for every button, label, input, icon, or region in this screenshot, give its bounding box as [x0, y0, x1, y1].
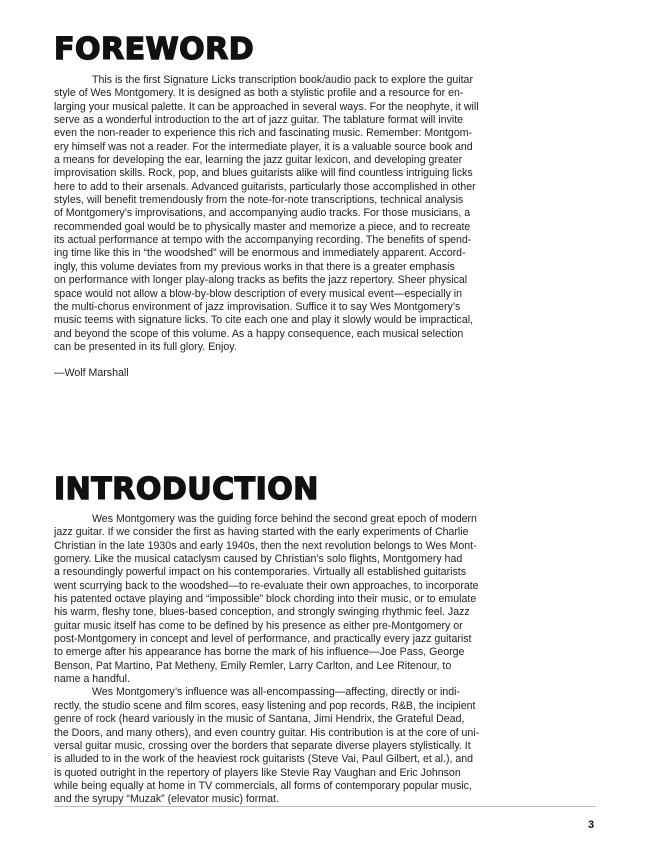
- text-line: and the syrupy “Muzak” (elevator music) format.: [54, 793, 279, 806]
- text-line: gomery. Like the musical cataclysm caused by Christian’s solo flights, Montgomery had: [54, 553, 463, 566]
- text-line: here to add to their arsenals. Advanced guitarists, particularly those accomplished in other: [54, 180, 476, 193]
- footer-divider: [54, 806, 596, 807]
- text-line: styles, will benefit tremendously from the note-for-note transcriptions, technical analysis: [54, 194, 464, 207]
- introduction-heading: INTRODUCTION: [54, 472, 319, 507]
- author-signature: —Wolf Marshall: [54, 367, 129, 380]
- text-line: the multi-chorus environment of jazz improvisation. Suffice it to say Wes Montgomery’s: [54, 300, 461, 313]
- text-line: space would not allow a blow-by-blow description of every musical event—especially in: [54, 287, 463, 300]
- text-line: a resoundingly powerful impact on his contemporaries. Virtually all established guitarists: [54, 566, 466, 579]
- text-line: went scurrying back to the woodshed—to re-evaluate their own approaches, to incorporate: [54, 579, 479, 592]
- text-line: is alluded to in the work of the heaviest rock guitarists (Steve Vai, Paul Gilbert, et al.), and: [54, 753, 474, 766]
- text-line: and beyond the scope of this volume. As a happy consequence, each musical selection: [54, 327, 464, 340]
- text-line: even the non-reader to experience this rich and fascinating music. Remember: Montgom-: [54, 127, 473, 140]
- introduction-body: [54, 513, 480, 807]
- text-line: the Doors, and many others), and even country guitar. His contribution is at the core of uni-: [54, 726, 480, 739]
- text-line: a means for developing the ear, learning the jazz guitar lexicon, and developing greater: [54, 154, 463, 167]
- text-line: larging your musical palette. It can be approached in several ways. For the neophyte, it will: [54, 100, 479, 113]
- text-line: style of Wes Montgomery. It is designed as both a stylistic profile and a resource for en-: [54, 87, 464, 100]
- text-line: on performance with longer play-along tracks as befits the jazz repertory. Sheer physical: [54, 274, 468, 287]
- text-line: post-Montgomery in concept and level of performance, and practically every jazz guitarist: [54, 633, 472, 646]
- text-line: rectly, the studio scene and film scores, easy listening and pop records, R&B, the incipient: [54, 699, 476, 712]
- text-line: ing time like this in “the woodshed” will be enormous and immediately apparent. Accord-: [54, 247, 466, 260]
- text-line: ery himself was not a reader. For the intermediate player, it is a valuable source book and: [54, 140, 473, 153]
- foreword-body: [54, 74, 479, 381]
- text-line: Benson, Pat Martino, Pat Metheny, Emily Remler, Larry Carlton, and Lee Ritenour, to: [54, 659, 452, 672]
- text-line: music teems with signature licks. To cite each one and play it slowly would be impractical,: [54, 314, 474, 327]
- text-line: its actual performance at tempo with the accompanying recording. The benefits of spend-: [54, 234, 472, 247]
- text-line: guitar music itself has come to be defined by his presence as either pre-Montgomery or: [54, 619, 463, 632]
- text-line: jazz guitar. If we consider the first as having started with the early experiments of Charlie: [54, 526, 469, 539]
- text-line: while being equally at home in TV commercials, all forms of contemporary popular music,: [54, 779, 472, 792]
- text-line: improvisation skills. Rock, pop, and blues guitarists alike will find countless intriguing licks: [54, 167, 473, 180]
- text-line: serve as a wonderful introduction to the art of jazz guitar. The tablature format will invite: [54, 114, 464, 127]
- text-line: Christian in the late 1930s and early 1940s, then the next revolution belongs to Wes Mont-: [54, 539, 477, 552]
- text-line: his patented octave playing and “impossible” block chording into their music, or to emulate: [54, 593, 477, 606]
- text-line: his warm, fleshy tone, blues-based conception, and strongly swinging rhythmic feel. Jazz: [54, 606, 470, 619]
- text-line: can be presented in its full glory. Enjoy.: [54, 340, 237, 353]
- text-line: is quoted outright in the repertory of players like Stevie Ray Vaughan and Eric Johnson: [54, 766, 461, 779]
- text-line: Wes Montgomery’s influence was all-encompassing—affecting, directly or indi-: [92, 686, 461, 699]
- text-line: Wes Montgomery was the guiding force behind the second great epoch of modern: [92, 513, 477, 525]
- text-line: ingly, this volume deviates from my previous works in that there is a greater emphasis: [54, 260, 455, 273]
- text-line: genre of rock (heard variously in the music of Santana, Jimi Hendrix, the Grateful Dead,: [54, 713, 465, 726]
- text-line: name a handful.: [54, 673, 130, 686]
- text-line: of Montgomery’s improvisations, and accompanying audio tracks. For those musicians, a: [54, 207, 471, 220]
- text-line: recommended goal would be to physically master and memorize a piece, and to recreate: [54, 220, 471, 233]
- text-line: versal guitar music, crossing over the borders that separate diverse players stylistically. It: [54, 739, 471, 752]
- text-line: to emerge after his appearance has borne the mark of his influence—Joe Pass, George: [54, 646, 465, 659]
- page-number: 3: [588, 819, 595, 831]
- text-line: This is the first Signature Licks transcription book/audio pack to explore the guitar: [92, 74, 473, 86]
- foreword-heading: FOREWORD: [54, 32, 255, 67]
